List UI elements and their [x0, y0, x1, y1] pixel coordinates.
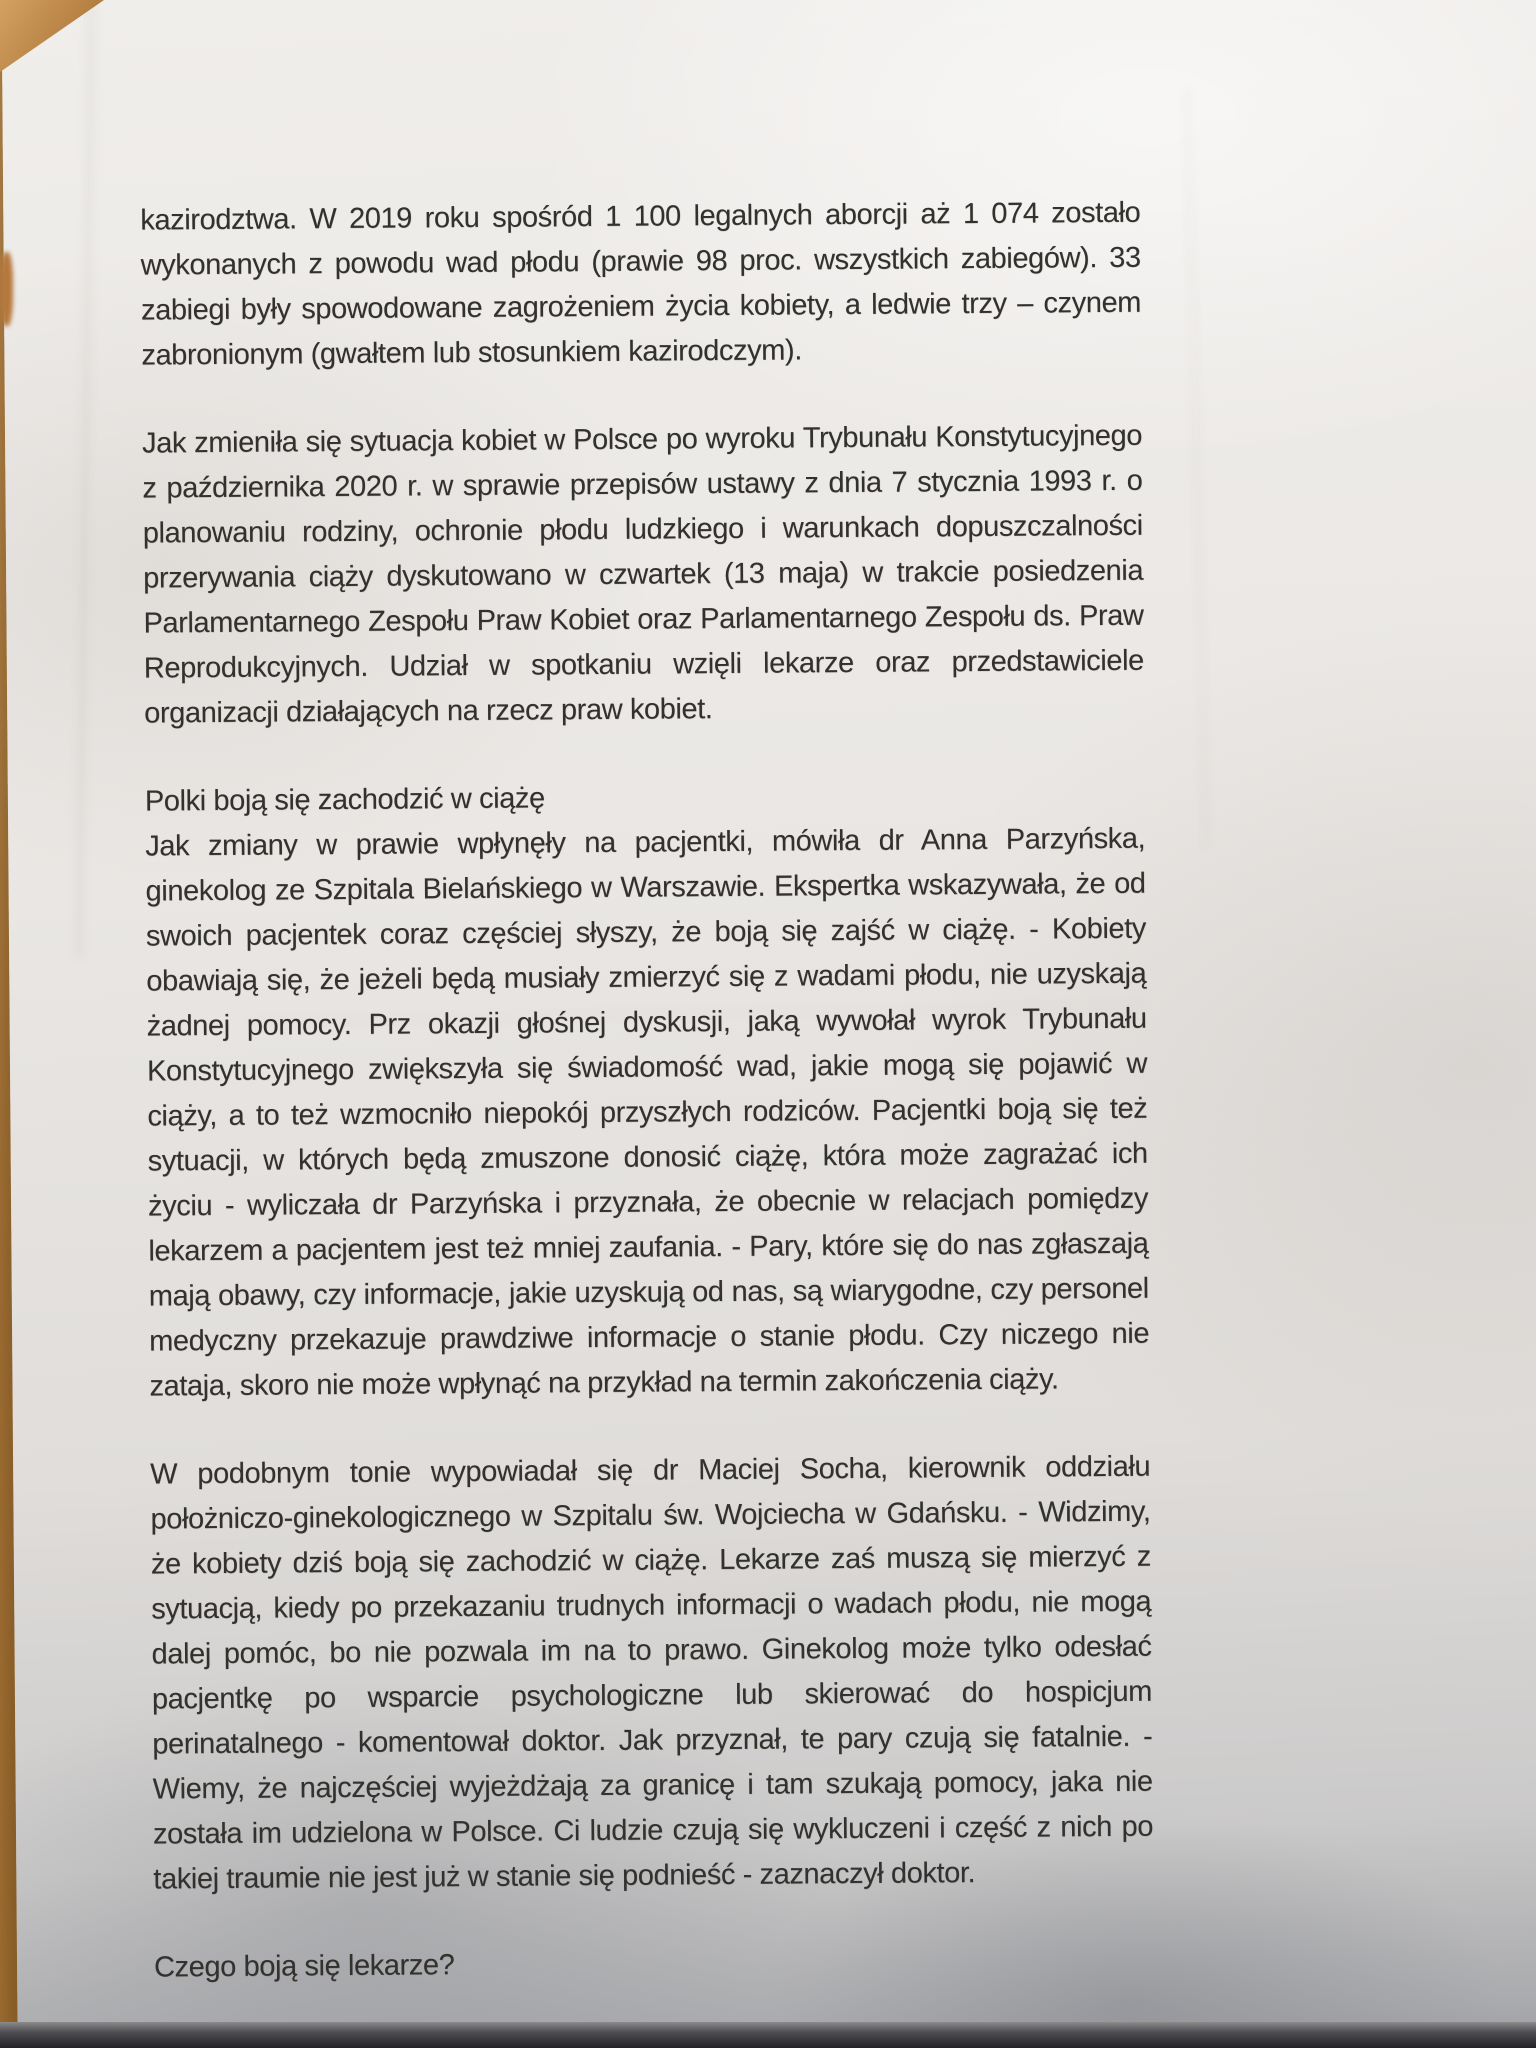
paper-crease [77, 0, 94, 957]
paragraph-dr-parzynska: Jak zmiany w prawie wpłynęły na pacjentki, mówiła dr Anna Parzyńska, ginekolog ze Szpitala Bielańskiego w Warszawie. Ekspertka wskazywała, że od swoich pacjentek coraz częściej słyszy, że boją się zajść w ciążę. - Kobiety obawiają się, że jeżeli będą musiały zmierzyć się z wadami płodu, nie uzyskają żadnej pomocy. Prz okazji głośnej dyskusji, jaką wywołał wyrok Trybunału Konstytucyjnego zwiększyła się świadomość wad, jakie mogą się pojawić w ciąży, a to też wzmocniło niepokój przyszłych rodziców. Pacjentki boją się też sytuacji, w których będą zmuszone donosić ciążę, która może zagrażać ich życiu - wyliczała dr Parzyńska i przyznała, że obecnie w relacjach pomiędzy lekarzem a pacjentem jest też mniej zaufania. - Pary, które się do nas zgłaszają mają obawy, czy informacje, jakie uzyskują od nas, są wiarygodne, czy personel medyczny przekazuje prawdziwe informacje o stanie płodu. Czy niczego nie zataja, skoro nie może wpłynąć na przykład na termin zakończenia ciąży. [145, 822, 1150, 1403]
table-surface-edge-gap [0, 252, 13, 326]
paragraph-abortion-statistics: kazirodztwa. W 2019 roku spośród 1 100 legalnych aborcji aż 1 074 zostało wykonanych z powodu wad płodu (prawie 98 proc. wszystkich zabiegów). 33 zabiegi były spowodowane zagrożeniem życia kobiety, a ledwie trzy – czynem zabronionym (gwałtem lub stosunkiem kazirodczym). [140, 196, 1142, 372]
section-heading-polki: Polki boją się zachodzić w ciążę [144, 782, 545, 818]
photo-bottom-shadow [0, 2022, 1536, 2048]
paper-crease [1186, 88, 1208, 848]
document-text [140, 191, 1154, 2034]
paragraph-parliamentary-meeting: Jak zmieniła się sytuacja kobiet w Polsce po wyroku Trybunału Konstytucyjnego z października 2020 r. w sprawie przepisów ustawy z dnia 7 stycznia 1993 r. o planowaniu rodziny, ochronie płodu ludzkiego i warunkach dopuszczalności przerywania ciąży dyskutowano w czwartek (13 maja) w trakcie posiedzenia Parlamentarnego Zespołu Praw Kobiet oraz Parlamentarnego Zespołu ds. Praw Reprodukcyjnych. Udział w spotkaniu wzięli lekarze oraz przedstawiciele organizacji działających na rzecz praw kobiet. [141, 419, 1144, 730]
document-page [1, 0, 1536, 2048]
section-heading-lekarze: Czego boją się lekarze? [153, 1949, 455, 1984]
paragraph-dr-socha: W podobnym tonie wypowiadał się dr Maciej Socha, kierownik oddziału położniczo-ginekologicznego w Szpitalu św. Wojciecha w Gdańsku. - Widzimy, że kobiety dziś boją się zachodzić w ciążę. Lekarze zaś muszą się mierzyć z sytuacją, kiedy po przekazaniu trudnych informacji o wadach płodu, nie mogą dalej pomóc, bo nie pozwala im na to prawo. Ginekolog może tylko odesłać pacjentkę po wsparcie psychologiczne lub skierować do hospicjum perinatalnego - komentował doktor. Jak przyznał, te pary czują się fatalnie. - Wiemy, że najczęściej wyjeżdżają za granicę i tam szukają pomocy, jaka nie została im udzielona w Polsce. Ci ludzie czują się wykluczeni i część z nich po takiej traumie nie jest już w stanie się podnieść - zaznaczył doktor. [150, 1450, 1154, 1896]
